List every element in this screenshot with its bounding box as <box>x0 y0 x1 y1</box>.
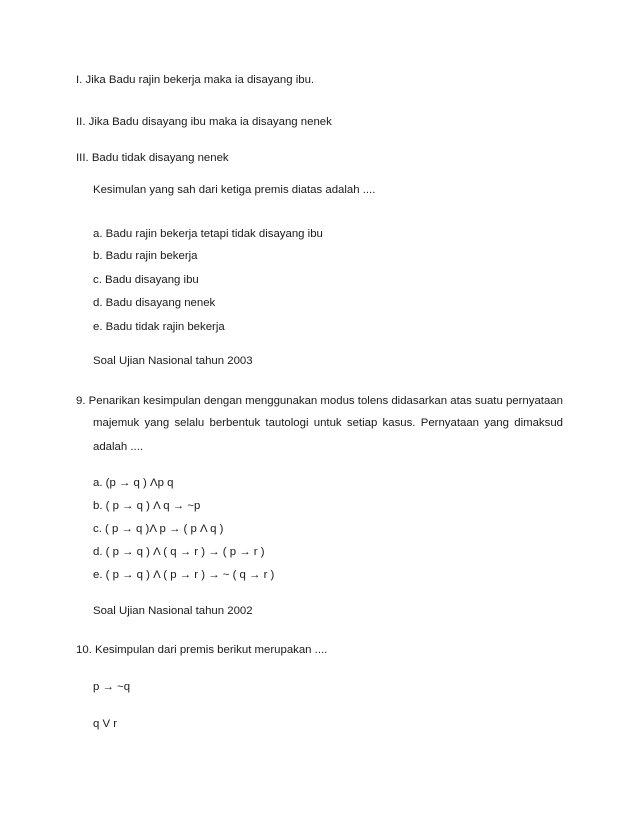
q9-question-line-3: adalah .... <box>93 441 144 453</box>
q9-question-line-1: 9. Penarikan kesimpulan dengan menggunakan modus tolens didasarkan atas suatu pernyataan <box>76 395 563 407</box>
q10-premise-2: q V r <box>93 718 118 730</box>
premise-1: I. Jika Badu rajin bekerja maka ia disayang ibu. <box>76 74 315 86</box>
q9-option-d: d. ( p → q ) Λ ( q → r ) → ( p → r ) <box>93 546 265 558</box>
q9-option-c: c. ( p → q )Λ p → ( p Λ q ) <box>93 523 224 535</box>
q10-question: 10. Kesimpulan dari premis berikut merupakan .... <box>76 644 328 656</box>
q8-option-a: a. Badu rajin bekerja tetapi tidak disayang ibu <box>93 228 323 240</box>
q9-option-e: e. ( p → q ) Λ ( p → r ) → ~ ( q → r ) <box>93 569 275 581</box>
q8-prompt: Kesimulan yang sah dari ketiga premis diatas adalah .... <box>93 184 376 196</box>
q9-option-a: a. (p → q ) Λp q <box>93 477 174 489</box>
q8-option-d: d. Badu disayang nenek <box>93 297 216 309</box>
q9-source: Soal Ujian Nasional tahun 2002 <box>93 605 253 617</box>
q8-option-c: c. Badu disayang ibu <box>93 274 199 286</box>
q9-question-line-2: majemuk yang selalu berbentuk tautologi untuk setiap kasus. Pernyataan yang dimaksud <box>93 417 563 429</box>
q8-option-b: b. Badu rajin bekerja <box>93 250 198 262</box>
q9-option-b: b. ( p → q ) Λ q → ~p <box>93 500 201 512</box>
premise-3: III. Badu tidak disayang nenek <box>76 152 229 164</box>
premise-2: II. Jika Badu disayang ibu maka ia disayang nenek <box>76 116 332 128</box>
q8-option-e: e. Badu tidak rajin bekerja <box>93 321 225 333</box>
q10-premise-1: p → ~q <box>93 681 131 693</box>
q8-source: Soal Ujian Nasional tahun 2003 <box>93 355 253 367</box>
